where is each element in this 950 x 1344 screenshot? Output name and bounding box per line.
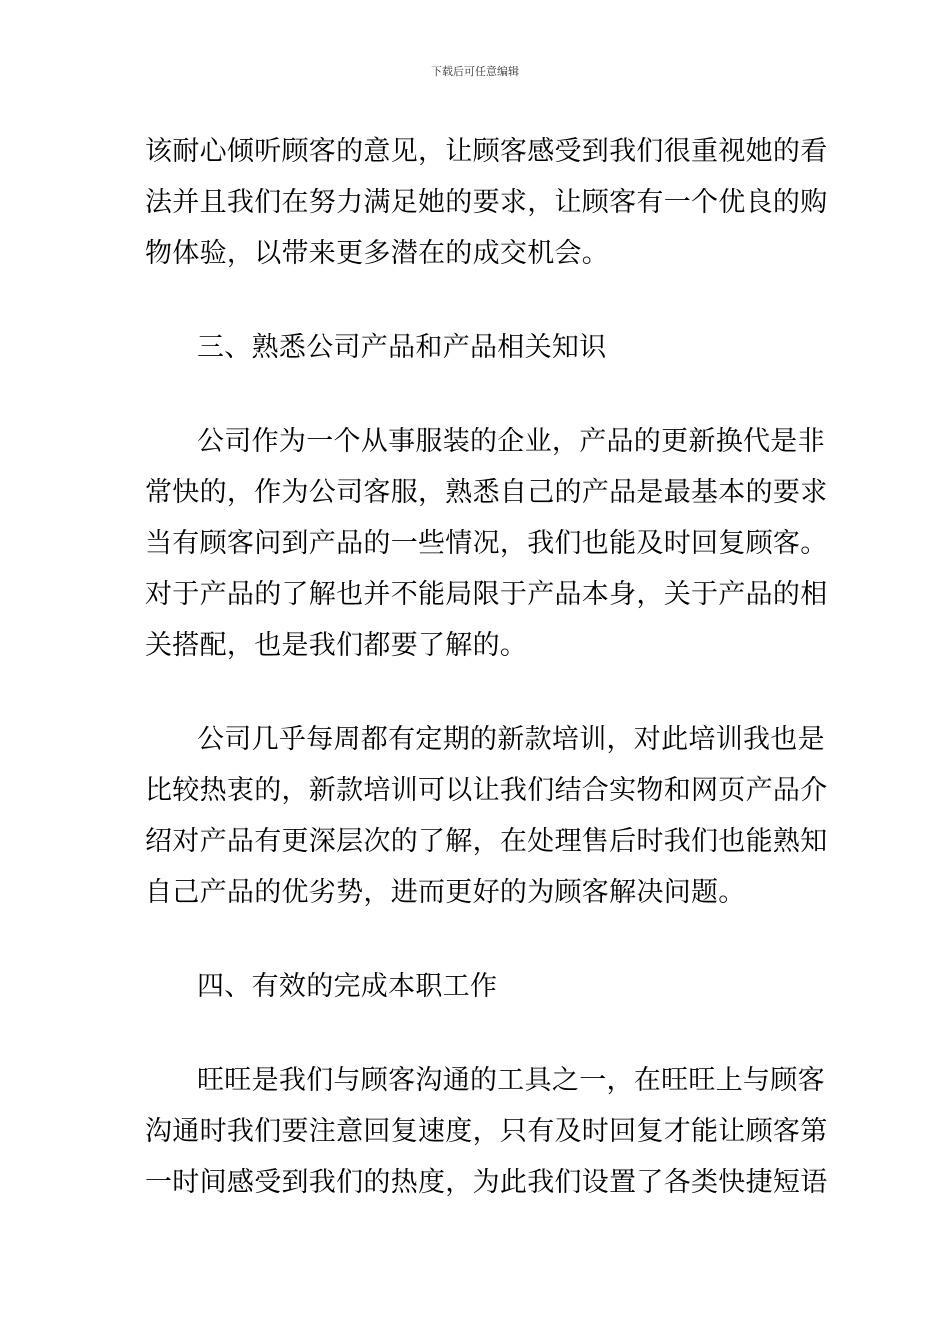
- heading-text: 三、熟悉公司产品和产品相关知识: [197, 332, 607, 363]
- text-line: 公司几乎每周都有定期的新款培训，对此培训我也是: [197, 724, 825, 755]
- text-line: 该耐心倾听顾客的意见，让顾客感受到我们很重视她的看: [145, 136, 828, 167]
- text-line: 法并且我们在努力满足她的要求，让顾客有一个优良的购: [145, 187, 828, 218]
- text-line: 沟通时我们要注意回复速度，只有及时回复才能让顾客第: [145, 1116, 828, 1147]
- section-heading-3: [145, 322, 809, 373]
- text-line: 对于产品的了解也并不能局限于产品本身，关于产品的相: [145, 579, 828, 610]
- text-line: 关搭配，也是我们都要了解的。: [145, 630, 528, 661]
- paragraph-1: [145, 126, 828, 279]
- text-line: 自己产品的优劣势，进而更好的为顾客解决问题。: [145, 877, 746, 908]
- paragraph-2: [145, 416, 828, 671]
- text-line: 当有顾客问到产品的一些情况，我们也能及时回复顾客。: [145, 528, 828, 559]
- text-line: 绍对产品有更深层次的了解，在处理售后时我们也能熟知: [145, 826, 828, 857]
- document-body: [145, 126, 828, 1208]
- text-line: 一时间感受到我们的热度，为此我们设置了各类快捷短语: [145, 1167, 828, 1198]
- heading-text: 四、有效的完成本职工作: [197, 971, 498, 1002]
- text-line: 公司作为一个从事服装的企业，产品的更新换代是非: [197, 426, 825, 457]
- text-line: 物体验，以带来更多潜在的成交机会。: [145, 238, 610, 269]
- text-line: 常快的，作为公司客服，熟悉自己的产品是最基本的要求: [145, 477, 828, 508]
- section-heading-4: [145, 961, 809, 1012]
- page-header: 下载后可任意编辑: [431, 65, 519, 78]
- text-line: 比较热衷的，新款培训可以让我们结合实物和网页产品介: [145, 775, 828, 806]
- paragraph-4: [145, 1055, 828, 1208]
- paragraph-3: [145, 714, 828, 918]
- text-line: 旺旺是我们与顾客沟通的工具之一，在旺旺上与顾客: [197, 1065, 825, 1096]
